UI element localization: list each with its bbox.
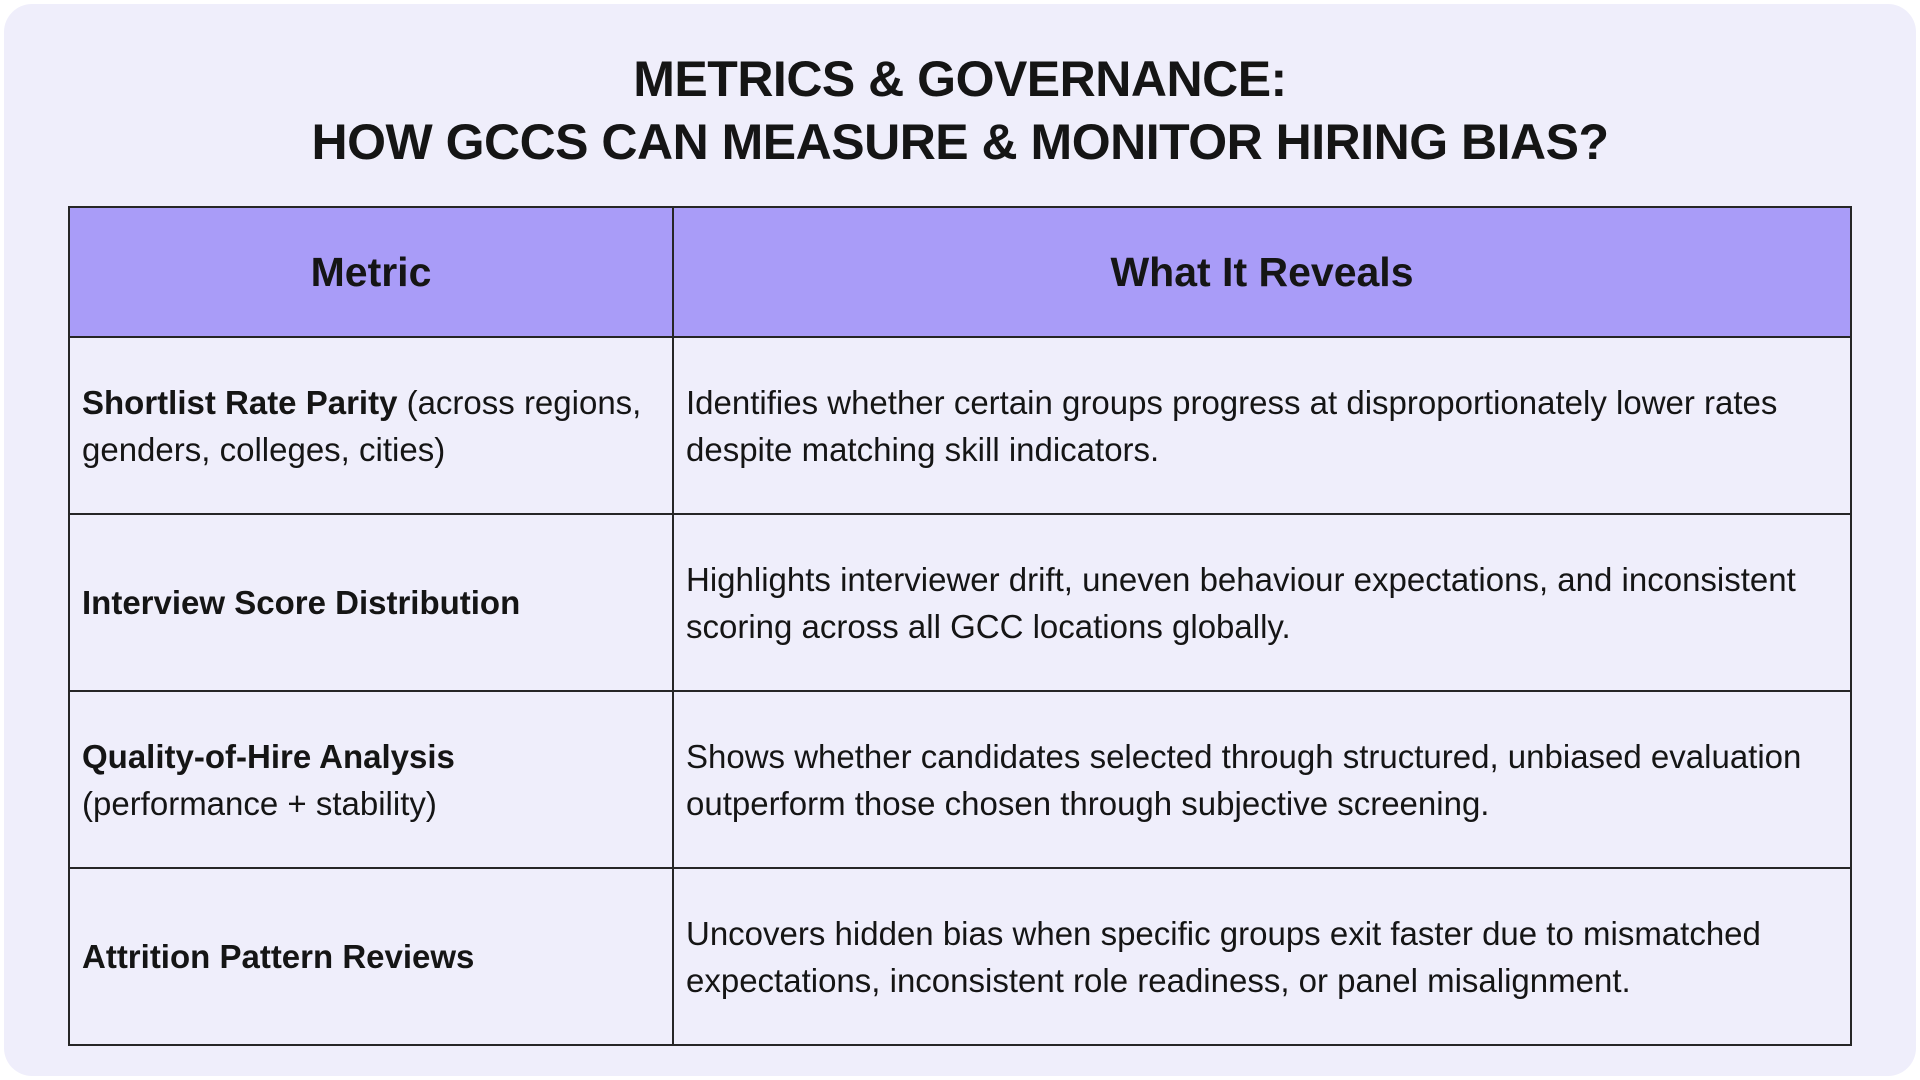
page-title-line-2: HOW GCCS CAN MEASURE & MONITOR HIRING BIAS?	[311, 114, 1609, 170]
metric-name: Interview Score Distribution	[82, 584, 521, 621]
metric-name: Quality-of-Hire Analysis	[82, 737, 455, 775]
metric-note: (across regions, genders, colleges, cities)	[82, 383, 642, 468]
metric-name: Shortlist Rate Parity	[82, 383, 398, 421]
table-row	[69, 868, 1851, 1045]
metric-cell-quality-of-hire-analysis	[69, 691, 673, 868]
column-header-what-it-reveals: What It Reveals	[673, 207, 1851, 337]
reveals-cell: Uncovers hidden bias when specific groups exit faster due to mismatched expectations, inconsistent role readiness, or panel misalignment.	[673, 868, 1851, 1045]
reveals-cell: Highlights interviewer drift, uneven behaviour expectations, and inconsistent scoring across all GCC locations globally.	[673, 514, 1851, 691]
column-header-metric: Metric	[69, 207, 673, 337]
table-row	[69, 514, 1851, 691]
metric-cell-attrition-pattern-reviews	[69, 868, 673, 1045]
metric-cell-interview-score-distribution	[69, 514, 673, 691]
reveals-cell: Shows whether candidates selected through structured, unbiased evaluation outperform those chosen through subjective screening.	[673, 691, 1851, 868]
reveals-cell: Identifies whether certain groups progress at disproportionately lower rates despite matching skill indicators.	[673, 337, 1851, 514]
page-title-line-1: METRICS & GOVERNANCE:	[633, 51, 1287, 107]
table-header-row	[69, 207, 1851, 337]
page-title	[0, 48, 1920, 174]
metric-note: (performance + stability)	[82, 784, 437, 822]
table-row	[69, 691, 1851, 868]
table-row	[69, 337, 1851, 514]
metrics-table	[68, 206, 1852, 1046]
metric-name: Attrition Pattern Reviews	[82, 938, 475, 975]
metric-cell-shortlist-rate-parity	[69, 337, 673, 514]
